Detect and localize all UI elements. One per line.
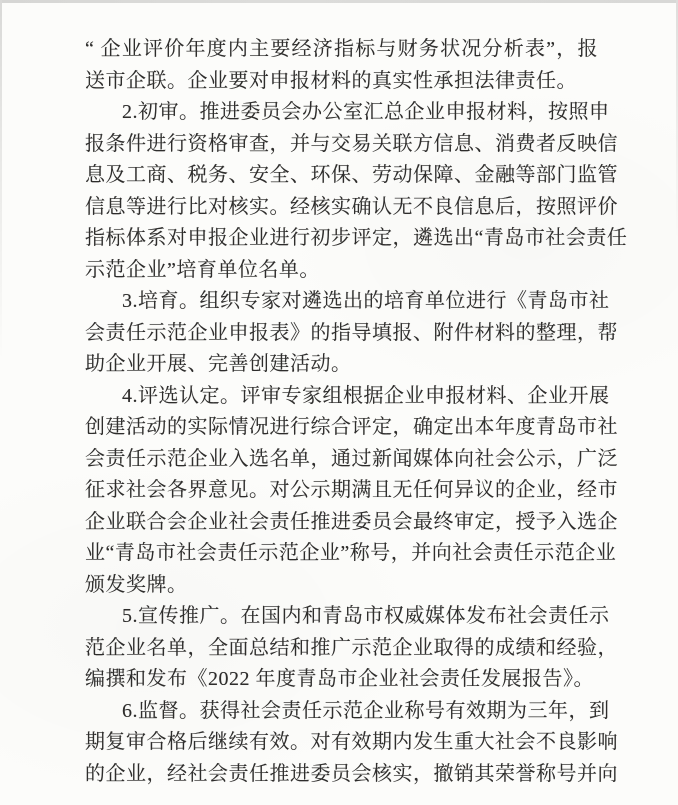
text-line: 颁发奖牌。	[85, 573, 188, 596]
text-line: 范企业名单，全面总结和推广示范企业取得的成绩和经验，	[85, 636, 618, 659]
text-line: 5.宣传推广。在国内和青岛市权威媒体发布社会责任示	[122, 605, 610, 627]
text-line: 4.评选认定。评审专家组根据企业申报材料、企业开展	[122, 384, 610, 407]
text-line: “ 企业评价年度内主要经济指标与财务状况分析表”，报	[85, 38, 598, 60]
text-line: 期复审合格后继续有效。对有效期内发生重大社会不良影响	[85, 731, 618, 753]
text-line: 报条件进行资格审查，并与交易关联方信息、消费者反映信	[85, 132, 618, 155]
text-line: 助企业开展、完善创建活动。	[85, 353, 352, 375]
text-line: 指标体系对申报企业进行初步评定，遴选出“青岛市社会责任	[85, 227, 628, 249]
text-line: 送市企联。企业要对申报材料的真实性承担法律责任。	[85, 69, 577, 92]
text-line: 3.培育。组织专家对遴选出的培育单位进行《青岛市社	[122, 290, 610, 312]
text-line: 信息等进行比对核实。经核实确认无不良信息后，按照评价	[85, 195, 618, 218]
text-line: 的企业，经社会责任推进委员会核实，撤销其荣誉称号并向	[85, 762, 618, 785]
text-line: 会责任示范企业入选名单，通过新闻媒体向社会公示，广泛	[85, 447, 618, 470]
text-line: 业“青岛市社会责任示范企业”称号，并向社会责任示范企业	[85, 542, 617, 564]
scan-edge-left	[0, 0, 2, 362]
text-line: 征求社会各界意见。对公示期满且无任何异议的企业，经市	[85, 479, 618, 501]
text-line: 会责任示范企业申报表》的指导填报、附件材料的整理，帮	[85, 321, 618, 344]
text-line: 息及工商、税务、安全、环保、劳动保障、金融等部门监管	[85, 164, 618, 186]
text-line: 编撰和发布《2022 年度青岛市企业社会责任发展报告》。	[85, 668, 594, 690]
text-line: 示范企业”培育单位名单。	[85, 258, 320, 281]
document-text-block	[85, 34, 628, 790]
scan-edge-top	[0, 0, 678, 3]
text-line: 企业联合会企业社会责任推进委员会最终审定，授予入选企	[85, 510, 618, 533]
text-line: 2.初审。推进委员会办公室汇总企业申报材料，按照申	[122, 101, 610, 123]
text-line: 6.监督。获得社会责任示范企业称号有效期为三年，到	[122, 699, 610, 722]
text-line: 创建活动的实际情况进行综合评定，确定出本年度青岛市社	[85, 416, 618, 438]
